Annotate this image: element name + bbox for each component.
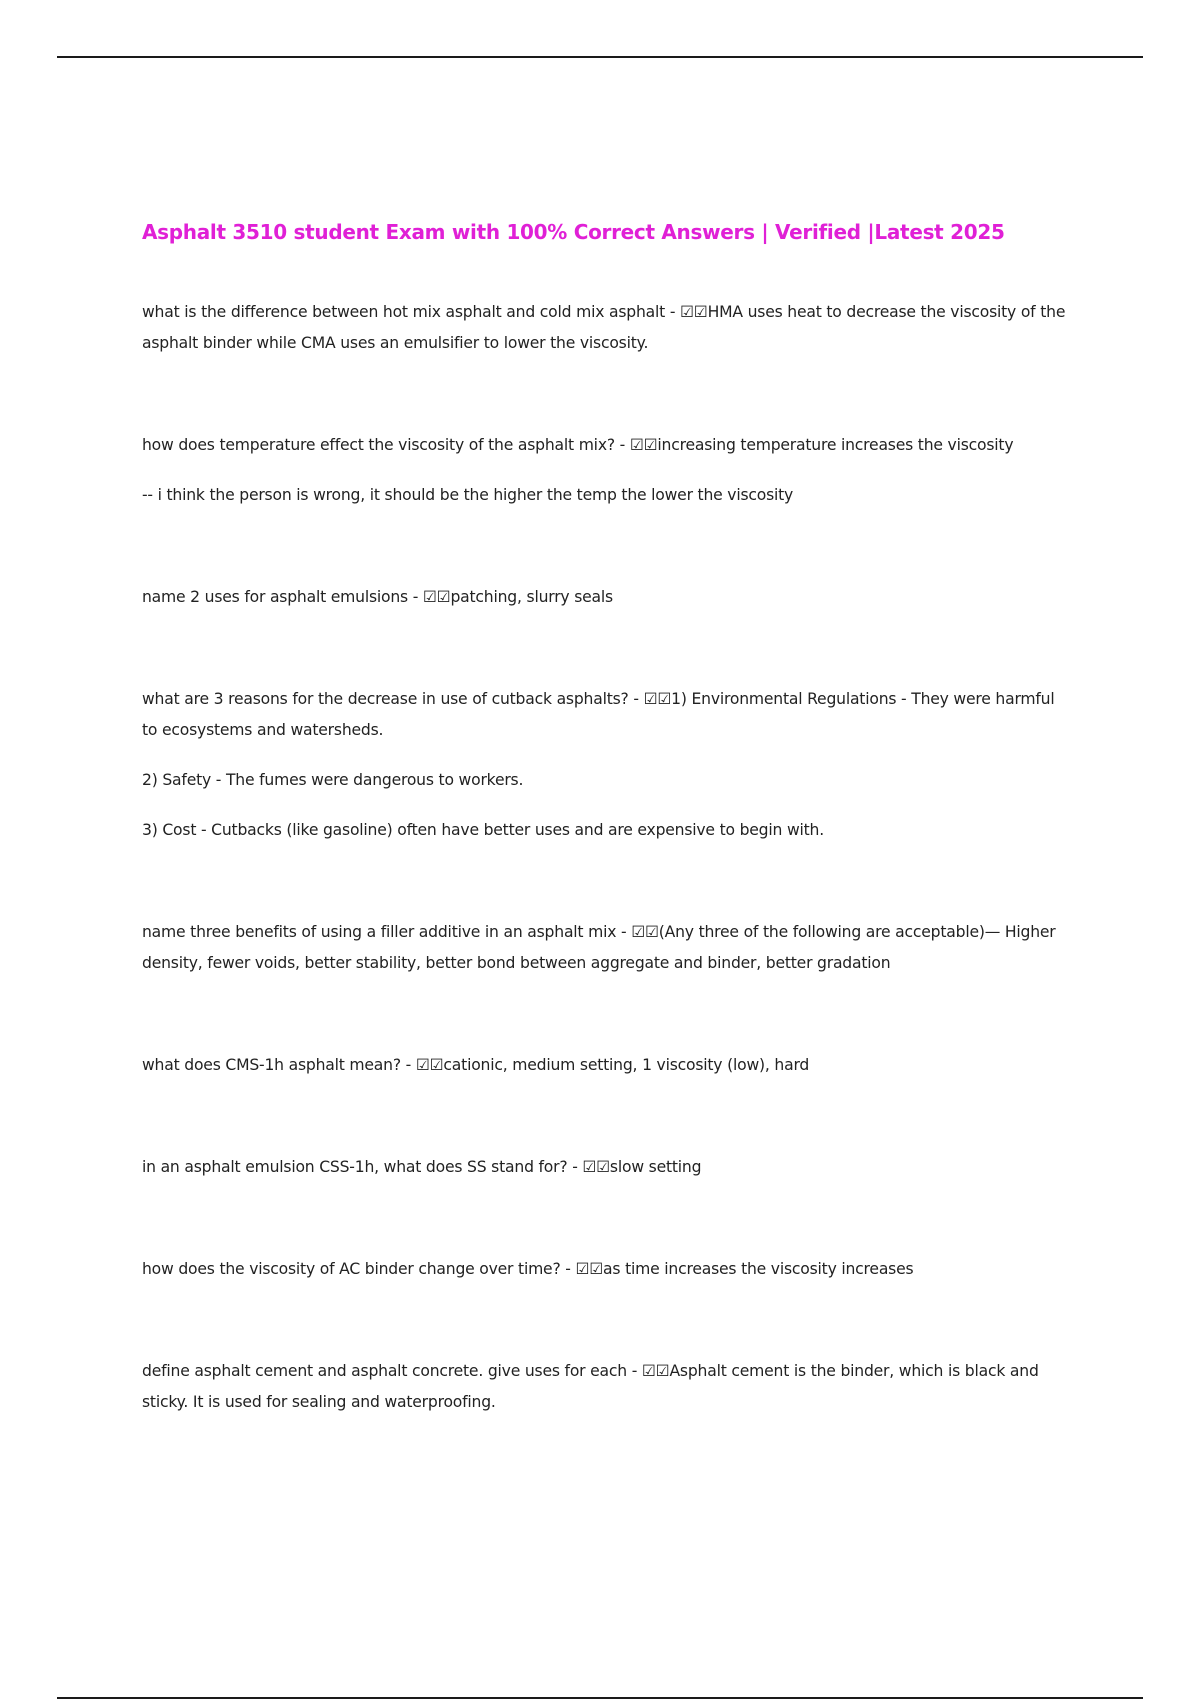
- qa-item-1: [142, 297, 1072, 359]
- qa-item-3: [142, 582, 1072, 613]
- header-rule: [57, 56, 1143, 58]
- qa-question-answer: name 2 uses for asphalt emulsions - ☑☑patching, slurry seals: [142, 588, 613, 606]
- qa-question-answer: how does the viscosity of AC binder change over time? - ☑☑as time increases the viscosity increases: [142, 1260, 914, 1278]
- qa-question-answer: how does temperature effect the viscosity of the asphalt mix? - ☑☑increasing temperature increases the viscosity: [142, 436, 1014, 454]
- qa-item-2: [142, 430, 1072, 511]
- qa-question-answer: define asphalt cement and asphalt concrete. give uses for each - ☑☑Asphalt cement is the binder, which is black and sticky. It is used for sealing and waterproofing.: [142, 1362, 1039, 1411]
- qa-item-6: [142, 1050, 1072, 1081]
- qa-item-7: [142, 1152, 1072, 1183]
- qa-question-answer: in an asphalt emulsion CSS-1h, what does SS stand for? - ☑☑slow setting: [142, 1158, 702, 1176]
- qa-item-9: [142, 1356, 1072, 1418]
- qa-answer-line: 3) Cost - Cutbacks (like gasoline) often have better uses and are expensive to begin with.: [142, 821, 824, 839]
- qa-question-answer: name three benefits of using a filler additive in an asphalt mix - ☑☑(Any three of the following are acceptable)— Higher density, fewer voids, better stability, better bond between aggregate and binder, better gradation: [142, 923, 1056, 972]
- document-title: Asphalt 3510 student Exam with 100% Correct Answers | Verified |Latest 2025: [142, 220, 1005, 244]
- qa-question-answer: what does CMS-1h asphalt mean? - ☑☑cationic, medium setting, 1 viscosity (low), hard: [142, 1056, 810, 1074]
- qa-item-8: [142, 1254, 1072, 1285]
- qa-list: [142, 297, 1072, 1418]
- qa-item-4: [142, 684, 1072, 846]
- qa-comment: -- i think the person is wrong, it should be the higher the temp the lower the viscosity: [142, 486, 794, 504]
- footer-rule: [57, 1697, 1143, 1699]
- qa-question-answer: what are 3 reasons for the decrease in use of cutback asphalts? - ☑☑1) Environmental Regulations - They were harmful to ecosystems and watersheds.: [142, 690, 1055, 739]
- qa-answer-line: 2) Safety - The fumes were dangerous to workers.: [142, 771, 524, 789]
- qa-item-5: [142, 917, 1072, 979]
- qa-question-answer: what is the difference between hot mix asphalt and cold mix asphalt - ☑☑HMA uses heat to decrease the viscosity of the asphalt binder while CMA uses an emulsifier to lower the viscosity.: [142, 303, 1066, 352]
